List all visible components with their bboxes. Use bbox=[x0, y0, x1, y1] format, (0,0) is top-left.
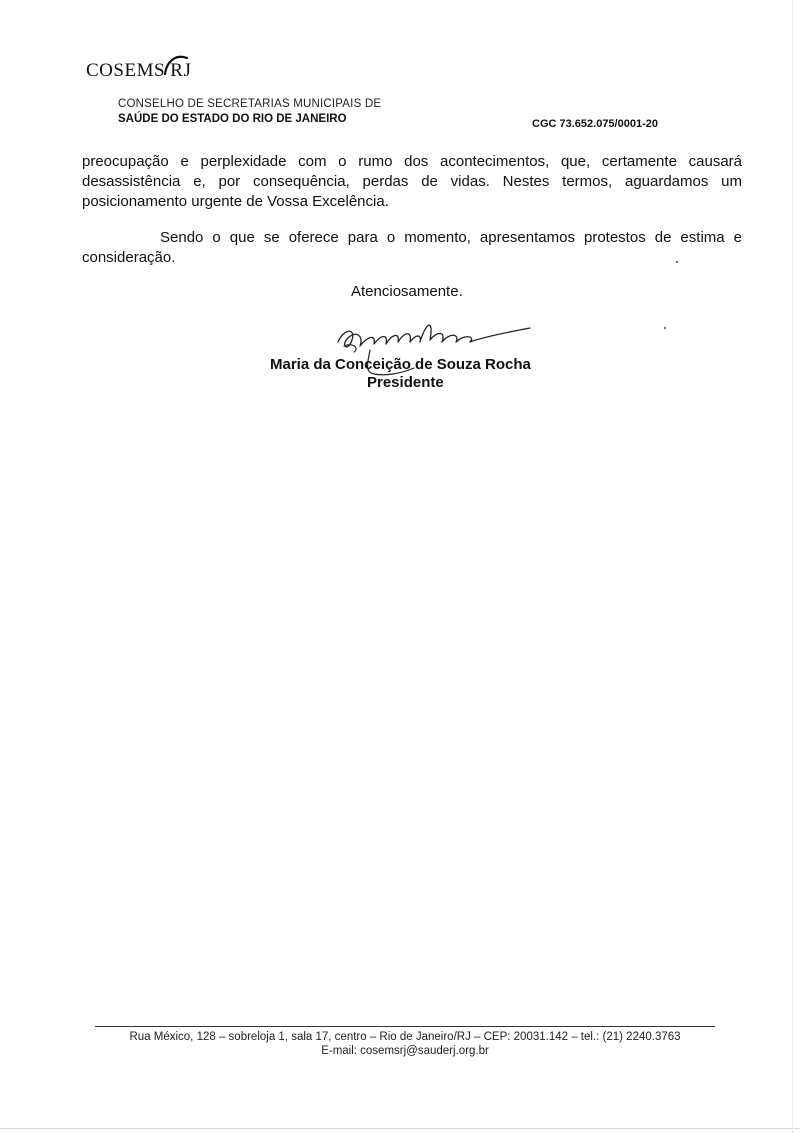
closing-salutation: Atenciosamente. bbox=[351, 283, 463, 300]
scan-speck bbox=[664, 327, 666, 329]
body-paragraph-1: preocupação e perplexidade com o rumo dos acontecimentos, que, certamente causará desassistência e, por consequência, perdas de vidas. Nestes termos, aguardamos um posicionamento urgente de Vossa Excelência. bbox=[82, 153, 742, 210]
body-paragraph-2: Sendo o que se oferece para o momento, apresentamos protestos de estima e consideração. bbox=[82, 229, 742, 266]
signer-title: Presidente bbox=[367, 374, 444, 391]
signer-name: Maria da Conceição de Souza Rocha bbox=[270, 356, 531, 373]
cgc-number: CGC 73.652.075/0001-20 bbox=[532, 118, 658, 130]
footer-email: E-mail: cosemsrj@sauderj.org.br bbox=[321, 1045, 489, 1057]
footer-address: Rua México, 128 – sobreloja 1, sala 17, centro – Rio de Janeiro/RJ – CEP: 20031.142 – tel.: (21) 2240.3763 bbox=[129, 1031, 681, 1043]
logo-arc-icon bbox=[163, 52, 189, 76]
footer-divider bbox=[95, 1026, 715, 1027]
logo-text: COSEMS RJ bbox=[86, 60, 192, 81]
scan-edge-bottom bbox=[0, 1128, 800, 1129]
scan-edge-right bbox=[792, 0, 793, 1133]
org-name-line2: SAÚDE DO ESTADO DO RIO DE JANEIRO bbox=[118, 113, 347, 125]
org-name-line1: CONSELHO DE SECRETARIAS MUNICIPAIS DE bbox=[118, 98, 382, 110]
scan-speck bbox=[676, 261, 678, 263]
